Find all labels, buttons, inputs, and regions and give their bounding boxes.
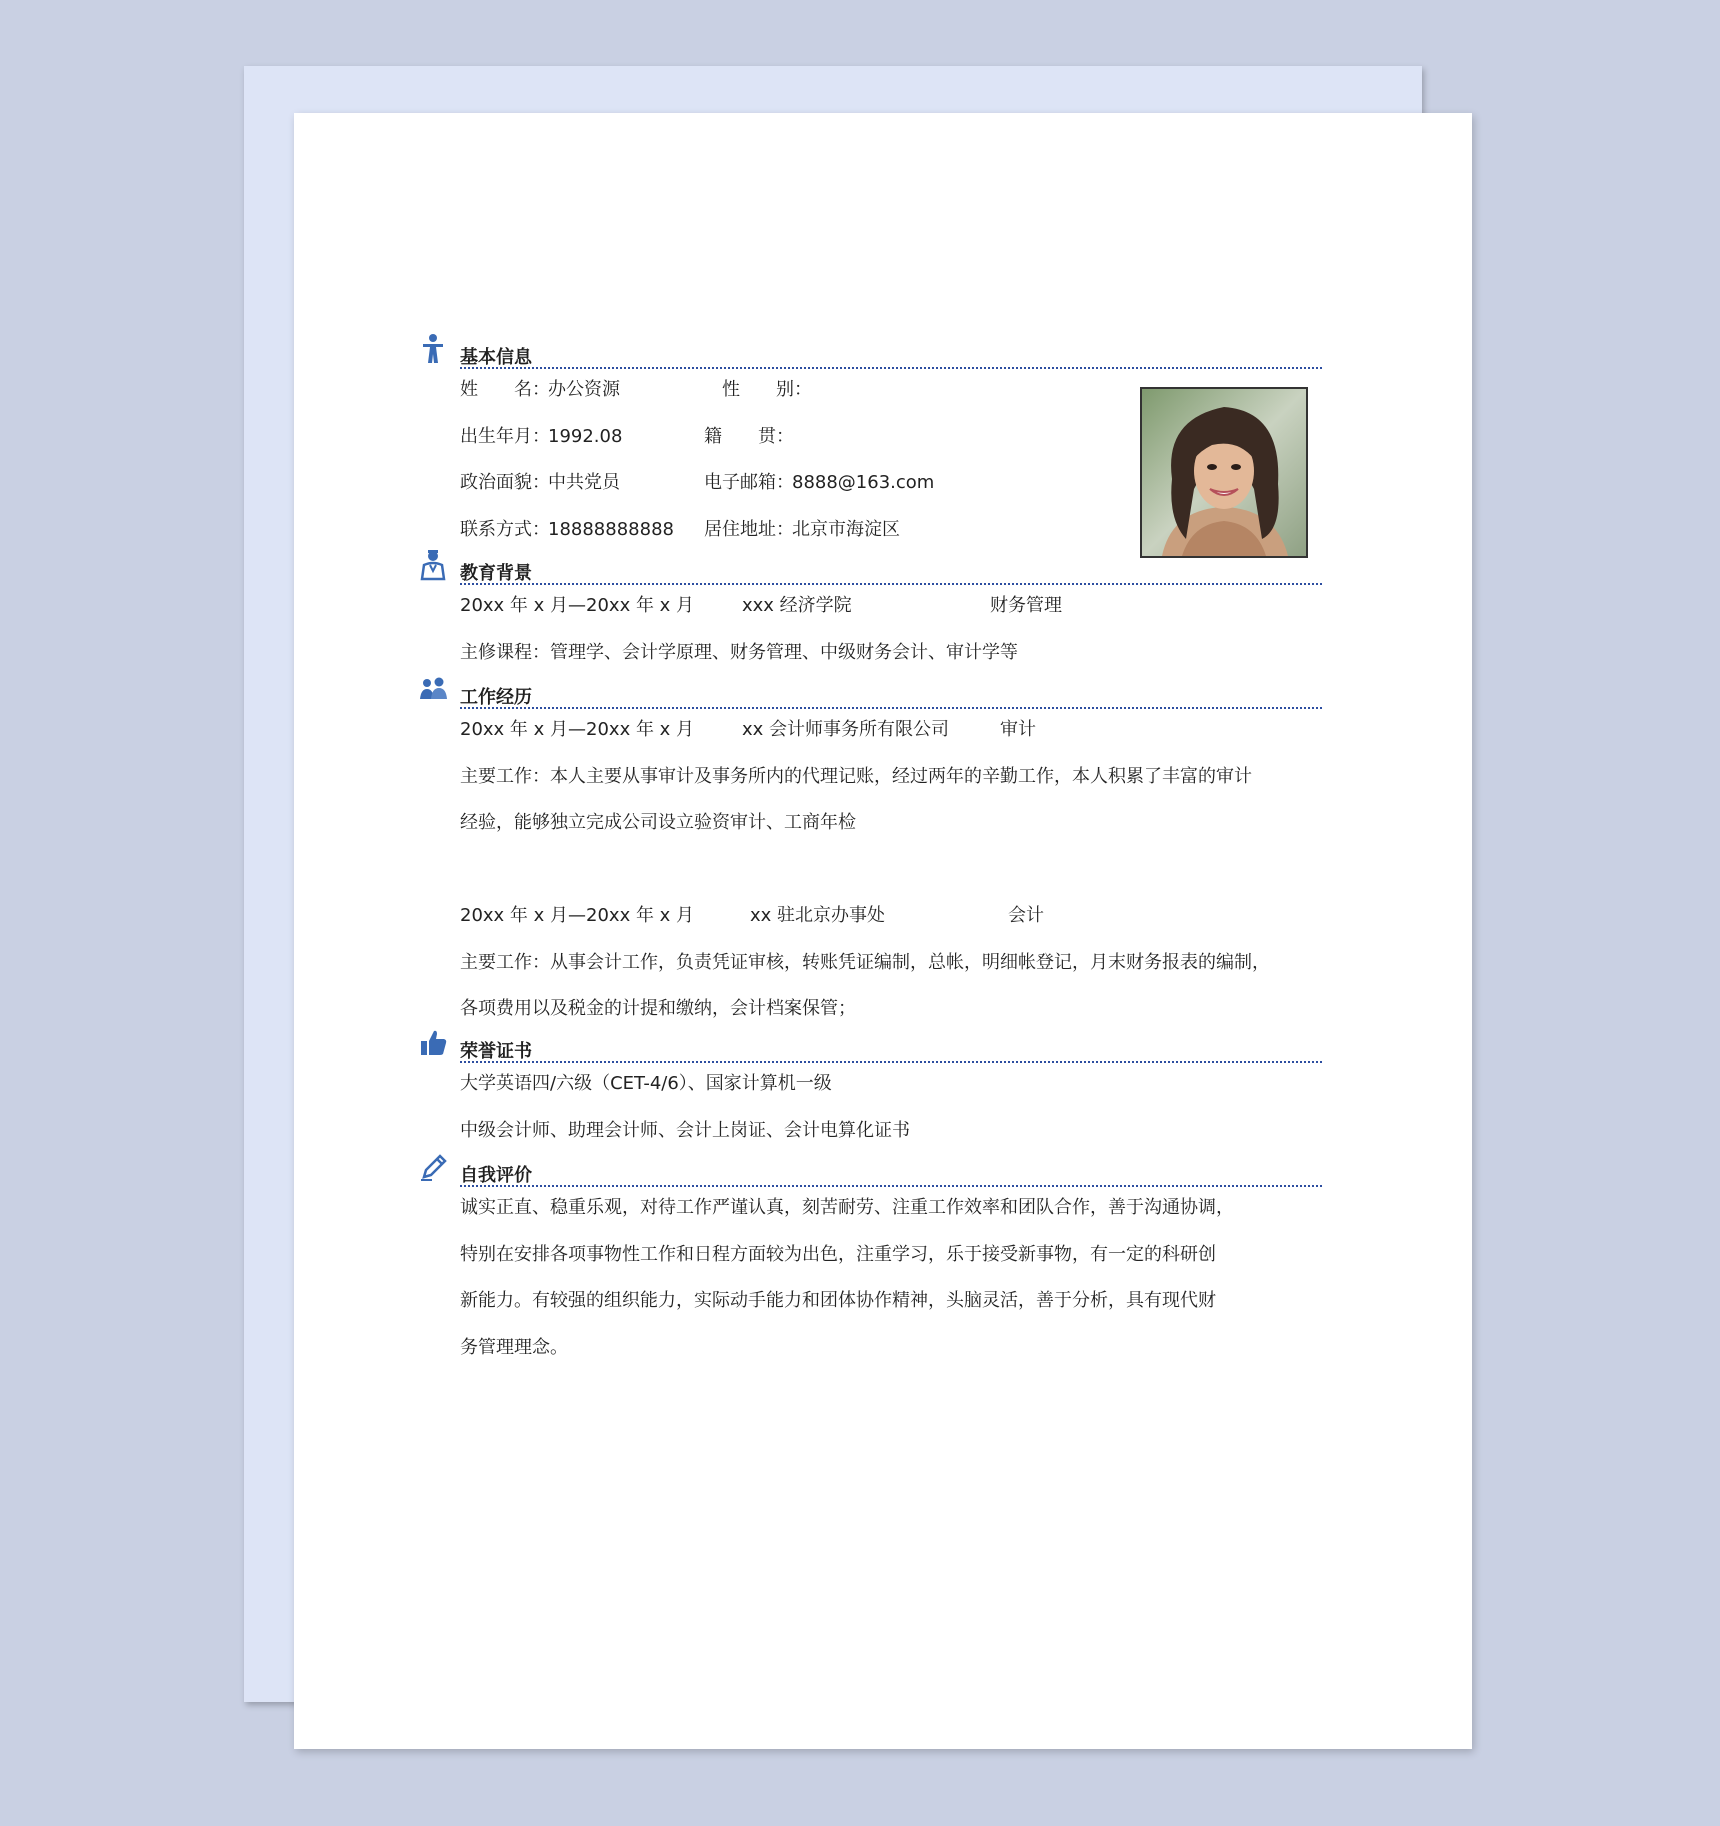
self-eval-text: 新能力。有较强的组织能力，实际动手能力和团体协作精神，头脑灵活，善于分析，具有现代财 <box>460 1290 1216 1311</box>
section-title: 教育背景 <box>460 563 532 584</box>
education-row <box>460 585 1322 632</box>
self-eval-text: 诚实正直、稳重乐观，对待工作严谨认真，刻苦耐劳、注重工作效率和团队合作，善于沟通协调， <box>460 1197 1234 1218</box>
school-name: xxx 经济学院 <box>742 595 852 616</box>
team-icon <box>418 673 448 705</box>
section-title: 基本信息 <box>460 347 532 368</box>
self-eval-text: 特别在安排各项事物性工作和日程方面较为出色，注重学习，乐于接受新事物，有一定的科研创 <box>460 1243 1216 1265</box>
phone-label: 联系方式： <box>460 518 550 540</box>
job-company: xx 驻北京办事处 <box>750 905 886 926</box>
education-period: 20xx 年 x 月—20xx 年 x 月 <box>460 595 695 616</box>
job-header-row <box>460 895 1322 942</box>
job-period: 20xx 年 x 月—20xx 年 x 月 <box>460 905 695 926</box>
self-eval-row <box>460 1327 1322 1374</box>
job-description: 主要工作：从事会计工作，负责凭证审核，转账凭证编制，总帐，明细帐登记，月末财务报表的编制， <box>460 951 1270 973</box>
honor-text: 大学英语四/六级（CET-4/6）、国家计算机一级 <box>460 1073 832 1094</box>
major-name: 财务管理 <box>990 595 1062 616</box>
person-icon <box>418 333 448 365</box>
self-eval-text: 务管理理念。 <box>460 1336 568 1358</box>
self-eval-row <box>460 1280 1322 1327</box>
courses-text: 主修课程：管理学、会计学原理、财务管理、中级财务会计、审计学等 <box>460 641 1018 663</box>
job-role: 审计 <box>1000 719 1036 740</box>
job-role: 会计 <box>1008 905 1044 926</box>
spacer-row <box>460 849 1322 896</box>
self-eval-row <box>460 1234 1322 1281</box>
job-period: 20xx 年 x 月—20xx 年 x 月 <box>460 719 695 740</box>
job-desc-row <box>460 802 1322 849</box>
pen-icon <box>418 1151 448 1183</box>
job-description: 主要工作：本人主要从事审计及事务所内的代理记账，经过两年的辛勤工作，本人积累了丰富的审计 <box>460 765 1252 787</box>
self-eval-row <box>460 1187 1322 1234</box>
section-work <box>460 677 1322 1035</box>
job-description: 各项费用以及税金的计提和缴纳，会计档案保管； <box>460 998 856 1019</box>
gender-label: 性 别： <box>722 379 812 400</box>
email-value: 8888@163.com <box>792 472 935 493</box>
section-title: 工作经历 <box>460 687 532 708</box>
birth-label: 出生年月： <box>460 425 550 447</box>
profile-photo <box>1140 387 1308 558</box>
section-honors <box>460 1031 1322 1156</box>
section-title: 荣誉证书 <box>460 1041 532 1062</box>
courses-row <box>460 632 1322 679</box>
section-self-evaluation <box>460 1155 1322 1373</box>
job-header-row <box>460 709 1322 756</box>
section-education <box>460 553 1322 678</box>
politics-label: 政治面貌： <box>460 472 550 493</box>
birth-value: 1992.08 <box>548 425 623 447</box>
address-label: 居住地址： <box>704 518 794 540</box>
job-description: 经验，能够独立完成公司设立验资审计、工商年检 <box>460 812 856 833</box>
portrait-image <box>1142 389 1306 556</box>
thumbs-up-icon <box>418 1027 448 1059</box>
resume-page <box>294 113 1472 1749</box>
job-company: xx 会计师事务所有限公司 <box>742 719 950 740</box>
job-desc-row <box>460 988 1322 1035</box>
student-icon <box>418 549 448 581</box>
honor-row <box>460 1110 1322 1157</box>
address-value: 北京市海淀区 <box>792 518 900 540</box>
name-label: 姓 名： <box>460 379 550 400</box>
honor-row <box>460 1063 1322 1110</box>
politics-value: 中共党员 <box>548 472 620 493</box>
job-desc-row <box>460 942 1322 989</box>
honor-text: 中级会计师、助理会计师、会计上岗证、会计电算化证书 <box>460 1119 910 1141</box>
name-value: 办公资源 <box>548 379 620 400</box>
native-label: 籍 贯： <box>704 425 794 447</box>
section-title: 自我评价 <box>460 1165 532 1186</box>
email-label: 电子邮箱： <box>704 472 794 493</box>
phone-value: 18888888888 <box>548 518 674 540</box>
job-desc-row <box>460 756 1322 803</box>
